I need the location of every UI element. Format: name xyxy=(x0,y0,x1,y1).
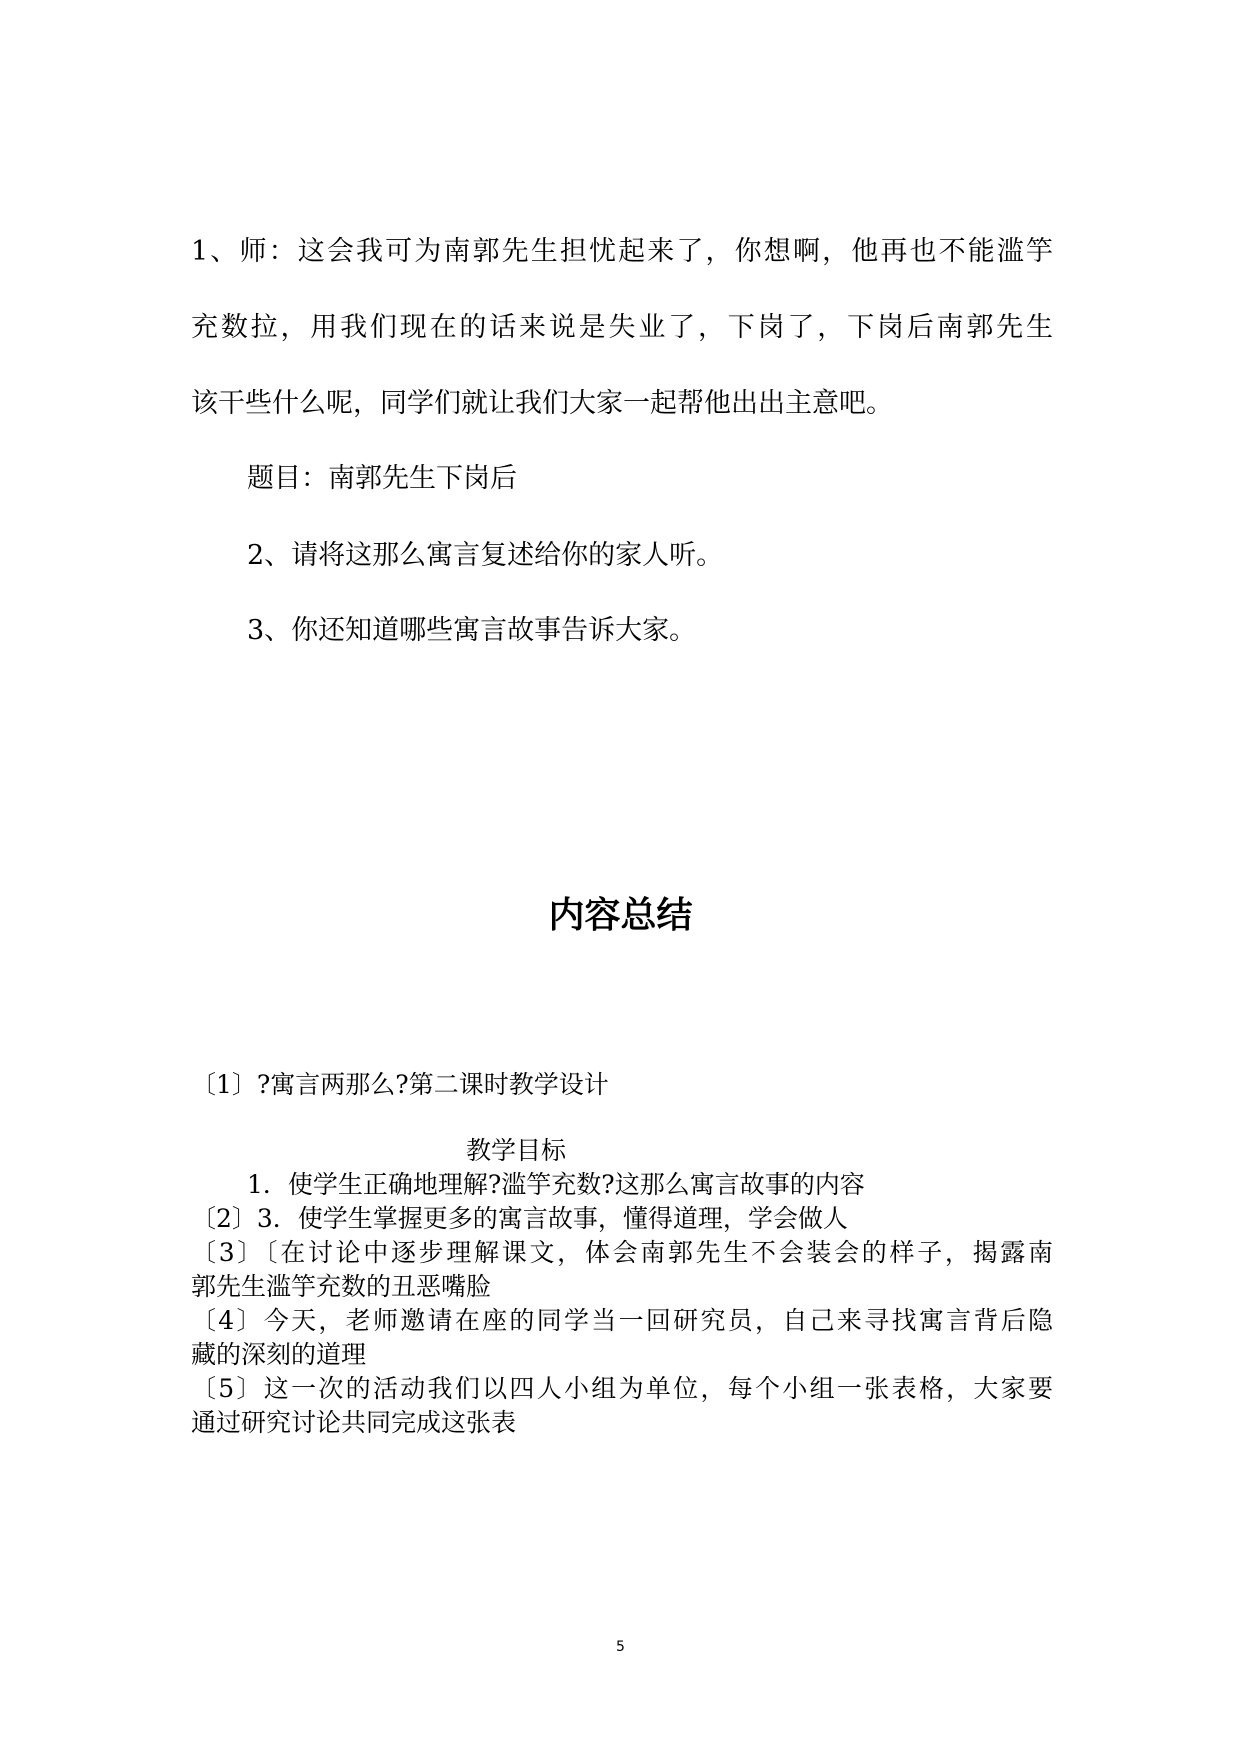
summary-point-4-line-2: 藏的深刻的道理 xyxy=(191,1340,367,1369)
summary-point-4-line-1: 〔4〕今天，老师邀请在座的同学当一回研究员，自己来寻找寓言背后隐 xyxy=(191,1306,1053,1335)
objectives-heading: 教学目标 xyxy=(466,1136,567,1165)
lesson-line-1: 1、师：这会我可为南郭先生担忧起来了，你想啊，他再也不能滥竽 xyxy=(191,236,1053,267)
summary-point-5-line-2: 通过研究讨论共同完成这张表 xyxy=(191,1408,517,1437)
summary-point-1: 〔1〕?寓言两那么?第二课时教学设计 xyxy=(191,1070,609,1099)
summary-point-3-line-1: 〔3〕〔在讨论中逐步理解课文，体会南郭先生不会装会的样子，揭露南 xyxy=(191,1238,1053,1267)
lesson-line-2: 充数拉，用我们现在的话来说是失业了，下岗了，下岗后南郭先生 xyxy=(191,312,1053,343)
page-number: 5 xyxy=(616,1639,625,1655)
lesson-item-2: 2、请将这那么寓言复述给你的家人听。 xyxy=(247,540,724,571)
lesson-topic: 题目：南郭先生下岗后 xyxy=(247,463,517,494)
summary-point-5-line-1: 〔5〕这一次的活动我们以四人小组为单位，每个小组一张表格，大家要 xyxy=(191,1374,1053,1403)
summary-heading: 内容总结 xyxy=(548,895,693,936)
objective-1: 1．使学生正确地理解?滥竽充数?这那么寓言故事的内容 xyxy=(247,1170,865,1199)
lesson-item-3: 3、你还知道哪些寓言故事告诉大家。 xyxy=(247,615,697,646)
lesson-line-3: 该干些什么呢，同学们就让我们大家一起帮他出出主意吧。 xyxy=(191,388,893,419)
summary-point-3-line-2: 郭先生滥竽充数的丑恶嘴脸 xyxy=(191,1272,492,1301)
summary-point-2: 〔2〕3．使学生掌握更多的寓言故事，懂得道理，学会做人 xyxy=(191,1204,848,1233)
